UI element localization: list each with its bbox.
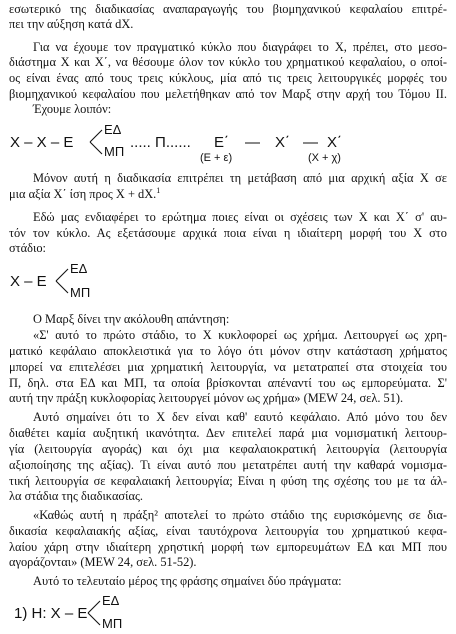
formula-term: 1) Η: Χ – Ε — [14, 605, 88, 622]
formula-term: — — [303, 134, 318, 151]
text-line: Εδώ μας ενδιαφέρει το ερώτημα ποιες είναι οι σχέσεις των Χ και Χ΄ σ' αυ- — [33, 210, 447, 224]
formula-term: ΜΠ — [104, 144, 125, 159]
formula-term: ΜΠ — [70, 285, 91, 300]
formula-term: ΜΠ — [102, 616, 123, 631]
text-line: αγοράζονται» (MEW 24, σελ. 51-52). — [9, 555, 197, 569]
text-line: Αυτό το τελευταίο μέρος της φράσης σημαίνει δύο πράγματα: — [33, 574, 342, 588]
text-line: λαίου χάρη στην ιδιαίτερη χρηστική μορφή των εμπορευμάτων ΕΔ και ΜΠ που — [9, 540, 447, 554]
item-formula — [0, 592, 456, 634]
text-line: μια αξία Χ΄ ίση προς Χ + dX.$^1$ — [9, 185, 161, 201]
text-line: πει την αύξηση κατά dX. — [9, 17, 134, 31]
circuit-formula — [0, 122, 456, 168]
formula-term: Ε΄ — [214, 134, 229, 151]
text-line: λα στάδια της διαδικασίας. — [9, 489, 143, 503]
text-line: Ο Μαρξ δίνει την ακόλουθη απάντηση: — [33, 312, 230, 326]
text-line: τόν τον κύκλο. Ας εξετάσουμε αρχικά ποια είναι η ιδιαίτερη μορφή του Χ στο — [9, 226, 447, 240]
footnote-marker: 1 — [156, 185, 161, 195]
text-line: Έχουμε λοιπόν: — [33, 102, 112, 116]
stage-formula — [0, 260, 456, 306]
formula-term: — — [245, 134, 260, 151]
text-line: αυτή την πράξη κυκλοφορίας λειτουργεί μόνον ως χρήμα» (MEW 24, σελ. 51). — [9, 391, 404, 405]
formula-term: ΕΔ — [70, 261, 88, 276]
formula-term: Χ΄ — [275, 134, 290, 151]
formula-term: ..... Π...... — [130, 134, 191, 151]
formula-subscript: (Ε + ε) — [200, 152, 233, 164]
formula-term: Χ΄ — [327, 134, 342, 151]
text-line: Για να έχουμε τον πραγματικό κύκλο που διαγράφει το Χ, πρέπει, στο μεσο- — [33, 40, 447, 54]
text-line: «Καθώς αυτή η πράξη² αποτελεί το πρώτο στάδιο της ευρισκόμενης σε δια- — [33, 508, 447, 522]
text-line: Αυτό σημαίνει ότι το Χ δεν είναι καθ' εαυτό κεφάλαιο. Από μόνο του δεν — [33, 410, 447, 424]
text-line: γία (λειτουργία αγοράς) και όχι μια κεφαλαιοκρατική λειτουργία (λειτουργία — [9, 442, 447, 456]
text-line: εσωτερικό της διαδικασίας αναπαραγωγής του βιομηχανικού κεφαλαίου επιτρέ- — [9, 2, 447, 16]
formula-term: ΕΔ — [102, 593, 120, 608]
text-line: Μόνον αυτή η διαδικασία επιτρέπει τη μετάβαση από μια αρχική αξία Χ σε — [33, 171, 447, 185]
text-line: ος είναι ένας από τους τρεις κύκλους, μία από τις τρεις λειτουργικές μορφές του — [9, 71, 447, 85]
formula-term: ΕΔ — [104, 122, 122, 137]
formula-subscript: (Χ + χ) — [308, 152, 341, 164]
text-line: Π, δηλ. στα ΕΔ και ΜΠ, τα οποία βρίσκονται απέναντί του ως εμπορεύματα. Σ' — [9, 376, 447, 390]
text-line: τική λειτουργία σε κεφαλαιακή λειτουργία; Είναι η φύση της σχέσης του με τα άλ- — [9, 474, 447, 488]
formula-term: Χ – Χ – Ε — [10, 134, 74, 151]
text-line: διάστημα Χ και Χ΄, να θέσουμε όλον τον κύκλο του χρηματικού κεφαλαίου, ο οποί- — [9, 55, 447, 69]
text-line: «Σ' αυτό το πρώτο στάδιο, το Χ κυκλοφορεί ως χρήμα. Λειτουργεί ως χρη- — [33, 328, 447, 342]
text-line: διαθέτει καμία αυξητική ικανότητα. Δεν επιτελεί παρά μια νομισματική λειτουρ- — [9, 426, 447, 440]
text-line: δικασία κεφαλαιακής αξίας, είναι ταυτόχρονα λειτουργία του χρηματικού κεφα- — [9, 524, 447, 538]
text-line: μπορεί να επιτελέσει μια χρηματική λειτουργία, να μετατραπεί στα στοιχεία του — [9, 360, 447, 374]
text-line: στάδιο: — [9, 241, 46, 255]
text-line: αξιοποίησης της αξίας). Τι είναι αυτό που μετατρέπει αυτή την καθαρά νομισμα- — [9, 458, 447, 472]
text-line: ματικό κεφάλαιο αποκλειστικά για το λόγο ότι μόνον στην κατάσταση χρήματος — [9, 344, 447, 358]
text-line: βιομηχανικού κεφαλαίου που μελετήθηκαν από τον Μαρξ στην αρχή του Τόμου ΙΙ. — [9, 87, 447, 101]
formula-term: Χ – Ε — [10, 273, 47, 290]
